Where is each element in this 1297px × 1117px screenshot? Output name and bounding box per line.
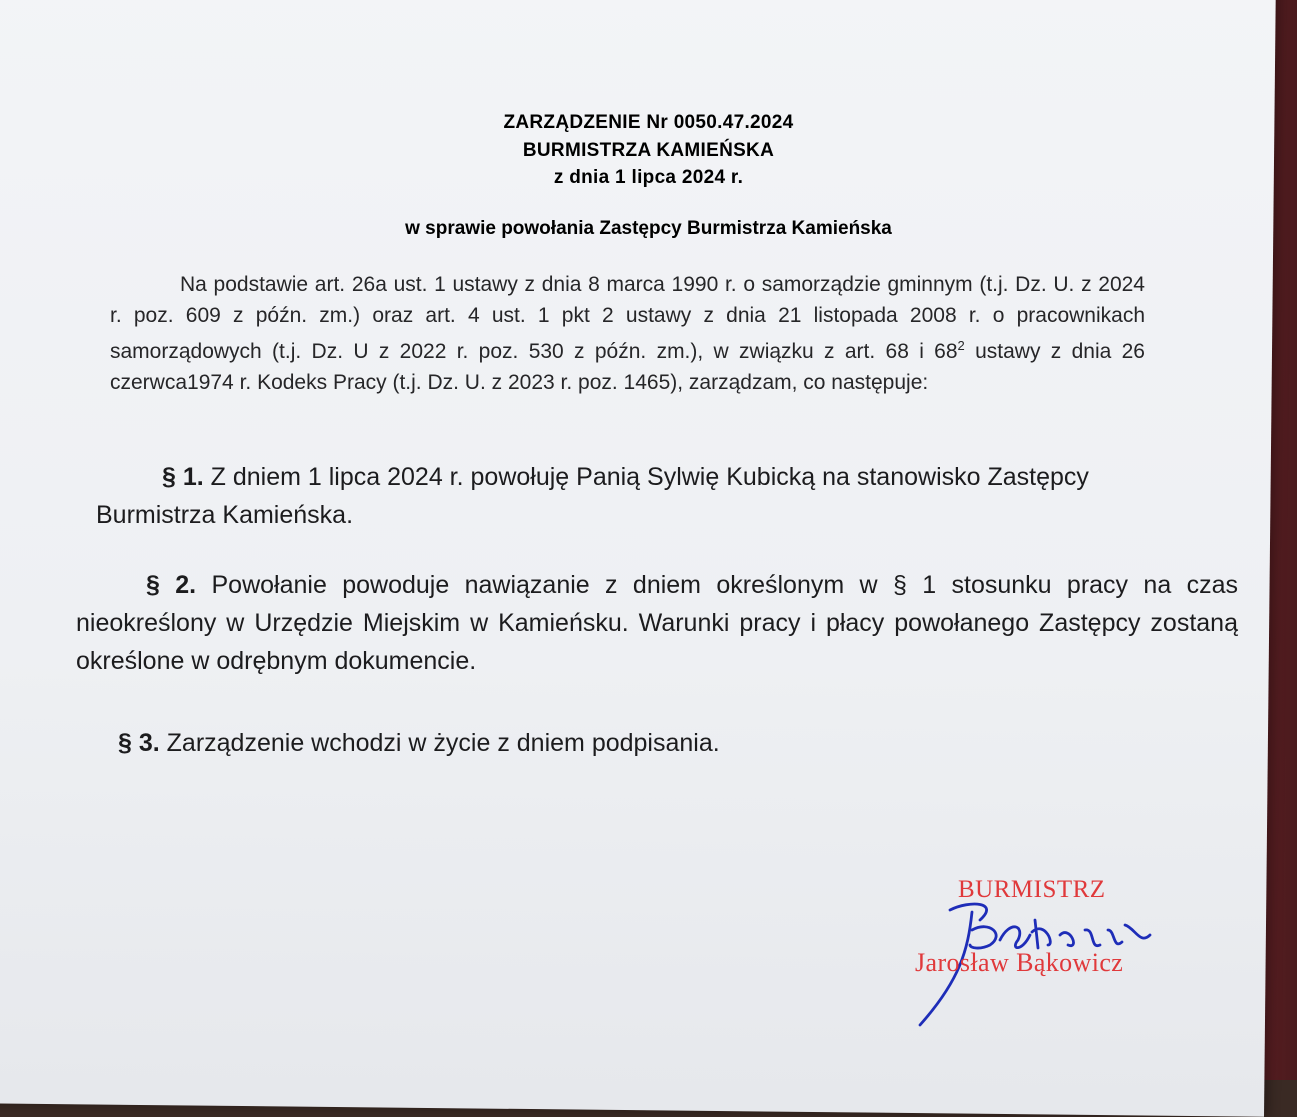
legal-basis-paragraph <box>110 270 1145 398</box>
document-date: z dnia 1 lipca 2024 r. <box>553 167 744 188</box>
stamp-title: BURMISTRZ <box>958 876 1106 903</box>
document-subject: w sprawie powołania Zastępcy Burmistrza Kamieńska <box>405 218 892 239</box>
paragraph-3-text: Zarządzenie wchodzi w życie z dniem podpisania. <box>159 729 720 757</box>
paragraph-2 <box>76 566 1238 680</box>
document-title: ZARZĄDZENIE Nr 0050.47.2024 <box>503 112 794 133</box>
paragraph-1-text: Z dniem 1 lipca 2024 r. powołuję Panią Sylwię Kubicką na stanowisko Zastępcy Burmistrza Kamieńska. <box>96 463 1089 529</box>
legal-basis-text-continued: ustawy z dnia 26 czerwca1974 r. Kodeks Pracy (t.j. Dz. U. z 2023 r. poz. 1465), zarządzam, co następuje: <box>110 340 1145 394</box>
stamp-name: Jarosław Bąkowicz <box>915 948 1124 977</box>
legal-basis-text: Na podstawie art. 26a ust. 1 ustawy z dnia 8 marca 1990 r. o samorządzie gminnym (t.j. Dz. U. z 2024 r. poz. 609 z późn. zm.) oraz art. 4 ust. 1 pkt 2 ustawy z dnia 21 listopada 2008 r. o pracownikach samorządowych (t.j. Dz. U z 2022 r. poz. 530 z późn. zm.), w związku z art. 68 i 68 <box>110 273 1145 363</box>
superscript: 2 <box>957 338 965 353</box>
section-symbol-1: § 1. <box>162 463 204 491</box>
section-symbol-3: § 3. <box>118 729 160 757</box>
paragraph-3 <box>118 724 1018 762</box>
document-issuer: BURMISTRZA KAMIEŃSKA <box>522 140 775 161</box>
paragraph-2-text: Powołanie powoduje nawiązanie z dniem określonym w § 1 stosunku pracy na czas nieokreślony w Urzędzie Miejskim w Kamieńsku. Warunki pracy i płacy powołanego Zastępcy zostaną określone w odrębnym dokumencie. <box>76 571 1238 675</box>
section-symbol-2: § 2. <box>146 571 197 599</box>
paragraph-1 <box>96 458 1196 534</box>
